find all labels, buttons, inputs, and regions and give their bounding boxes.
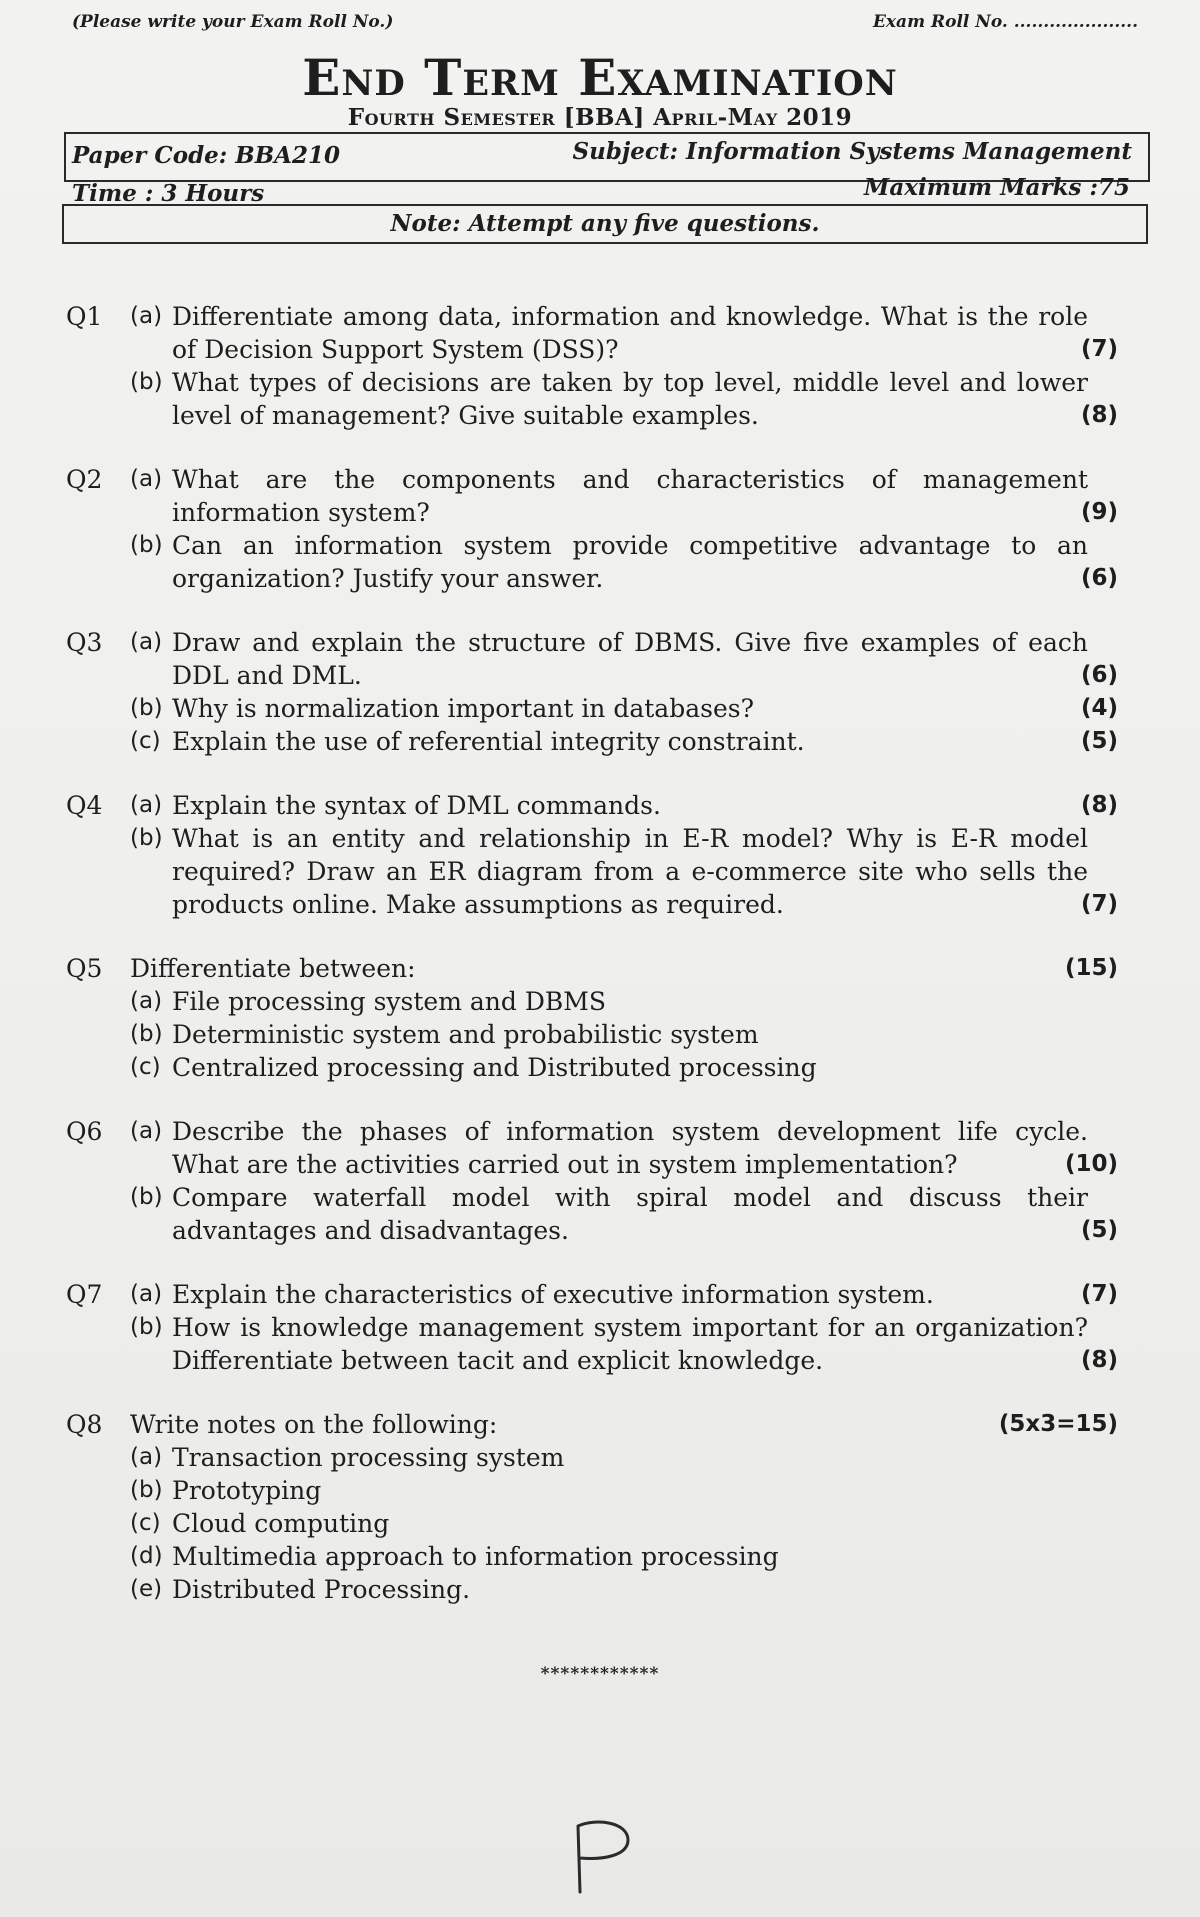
question-1 (66, 300, 1146, 432)
part-marks: (7) (1080, 1281, 1118, 1307)
part-text: Explain the use of referential integrity constraint. (172, 727, 805, 756)
roll-number-row (72, 12, 1138, 46)
part-label: (a) (130, 303, 163, 329)
part-text: Differentiate among data, information and knowledge. What is the role of Decision Support System (DSS)? (172, 302, 1088, 364)
part-label: (a) (130, 792, 163, 818)
part-marks: (7) (1080, 891, 1118, 917)
part-marks: (6) (1080, 662, 1118, 688)
part-text: Explain the syntax of DML commands. (172, 791, 661, 820)
part-label: (a) (130, 629, 163, 655)
question-number: Q1 (66, 302, 103, 331)
question-part (130, 1278, 1146, 1311)
part-label: (a) (130, 1281, 163, 1307)
roll-number-note: (Please write your Exam Roll No.) (72, 12, 394, 32)
part-label: (b) (130, 695, 163, 721)
part-text: How is knowledge management system important for an organization? Differentiate between tacit and explicit knowledge. (172, 1313, 1088, 1375)
item-label: (a) (130, 1444, 163, 1470)
paper-code: Paper Code: BBA210 (72, 142, 341, 169)
question-5 (66, 952, 1146, 1084)
item-label: (c) (130, 1054, 161, 1080)
question-part (130, 300, 1146, 366)
instructions-note: Note: Attempt any five questions. (62, 204, 1148, 244)
question-8 (66, 1408, 1146, 1606)
item-text: Multimedia approach to information processing (172, 1542, 779, 1571)
roll-number-field: Exam Roll No. ..................... (872, 12, 1138, 32)
item-text: File processing system and DBMS (172, 987, 606, 1016)
part-text: What are the components and characteristics of management information system? (172, 465, 1088, 527)
part-label: (b) (130, 825, 163, 851)
part-text: What types of decisions are taken by top level, middle level and lower level of management? Give suitable examples. (172, 368, 1088, 430)
question-number: Q3 (66, 628, 103, 657)
question-body (130, 789, 1146, 921)
item-text: Distributed Processing. (172, 1575, 471, 1604)
question-item (130, 1051, 1146, 1084)
question-number: Q8 (66, 1410, 103, 1439)
item-text: Transaction processing system (172, 1443, 565, 1472)
part-marks: (8) (1080, 792, 1118, 818)
part-label: (c) (130, 728, 161, 754)
part-label: (b) (130, 369, 163, 395)
part-label: (a) (130, 466, 163, 492)
question-3 (66, 626, 1146, 758)
question-item (130, 1474, 1146, 1507)
item-text: Deterministic system and probabilistic system (172, 1020, 759, 1049)
part-marks: (10) (1064, 1151, 1118, 1177)
question-number: Q6 (66, 1117, 103, 1146)
question-marks: (5x3=15) (998, 1411, 1118, 1437)
part-marks: (5) (1080, 1217, 1118, 1243)
question-part (130, 463, 1146, 529)
item-label: (c) (130, 1510, 161, 1536)
part-text: Compare waterfall model with spiral model and discuss their advantages and disadvantages. (172, 1183, 1088, 1245)
part-label: (a) (130, 1118, 163, 1144)
question-part (130, 725, 1146, 758)
question-part (130, 366, 1146, 432)
question-body (130, 463, 1146, 595)
item-text: Prototyping (172, 1476, 322, 1505)
subject-name: Subject: Information Systems Management (572, 138, 1132, 165)
question-part (130, 626, 1146, 692)
part-text: Why is normalization important in databases? (172, 694, 754, 723)
part-text: Can an information system provide competitive advantage to an organization? Justify your answer. (172, 531, 1088, 593)
item-text: Centralized processing and Distributed processing (172, 1053, 817, 1082)
item-text: Cloud computing (172, 1509, 390, 1538)
question-part (130, 1311, 1146, 1377)
part-text: Describe the phases of information system development life cycle. What are the activities carried out in system implementation? (172, 1117, 1088, 1179)
question-part (130, 789, 1146, 822)
question-item (130, 1573, 1146, 1606)
question-body (130, 1115, 1146, 1247)
question-marks: (15) (1064, 955, 1118, 981)
question-list (66, 300, 1146, 1637)
part-label: (b) (130, 532, 163, 558)
question-body (130, 626, 1146, 758)
question-item (130, 985, 1146, 1018)
item-label: (b) (130, 1021, 163, 1047)
question-item (130, 1441, 1146, 1474)
question-item (130, 1018, 1146, 1051)
item-label: (d) (130, 1543, 163, 1569)
question-number: Q2 (66, 465, 103, 494)
exam-duration: Time : 3 Hours (72, 180, 265, 207)
part-marks: (6) (1080, 565, 1118, 591)
question-body (130, 1408, 1146, 1606)
question-number: Q5 (66, 954, 103, 983)
part-label: (b) (130, 1314, 163, 1340)
question-body (130, 300, 1146, 432)
question-6 (66, 1115, 1146, 1247)
part-marks: (4) (1080, 695, 1118, 721)
question-item (130, 1507, 1146, 1540)
stem-text: Differentiate between: (130, 954, 416, 983)
part-text: Explain the characteristics of executive information system. (172, 1280, 934, 1309)
part-label: (b) (130, 1184, 163, 1210)
stem-text: Write notes on the following: (130, 1410, 498, 1439)
question-4 (66, 789, 1146, 921)
question-part (130, 1115, 1146, 1181)
part-marks: (5) (1080, 728, 1118, 754)
question-number: Q7 (66, 1280, 103, 1309)
question-7 (66, 1278, 1146, 1377)
question-2 (66, 463, 1146, 595)
item-label: (e) (130, 1576, 163, 1602)
question-stem (130, 952, 1146, 985)
handwritten-p-mark (566, 1816, 638, 1896)
part-text: Draw and explain the structure of DBMS. Give five examples of each DDL and DML. (172, 628, 1088, 690)
item-label: (a) (130, 988, 163, 1014)
maximum-marks: Maximum Marks :75 (863, 174, 1130, 201)
part-text: What is an entity and relationship in E-R model? Why is E-R model required? Draw an ER diagram from a e-commerce site who sells the products online. Make assumptions as required. (172, 824, 1088, 919)
question-part (130, 529, 1146, 595)
item-label: (b) (130, 1477, 163, 1503)
part-marks: (8) (1080, 402, 1118, 428)
question-stem (130, 1408, 1146, 1441)
question-part (130, 692, 1146, 725)
semester-line: Fourth Semester [BBA] April-May 2019 (347, 104, 853, 131)
question-part (130, 822, 1146, 921)
question-number: Q4 (66, 791, 103, 820)
question-body (130, 952, 1146, 1084)
question-body (130, 1278, 1146, 1377)
end-of-paper-stars: ************ (540, 1664, 660, 1684)
part-marks: (8) (1080, 1347, 1118, 1373)
exam-title: End Term Examination (302, 48, 898, 107)
question-item (130, 1540, 1146, 1573)
part-marks: (7) (1080, 336, 1118, 362)
question-part (130, 1181, 1146, 1247)
part-marks: (9) (1080, 499, 1118, 525)
